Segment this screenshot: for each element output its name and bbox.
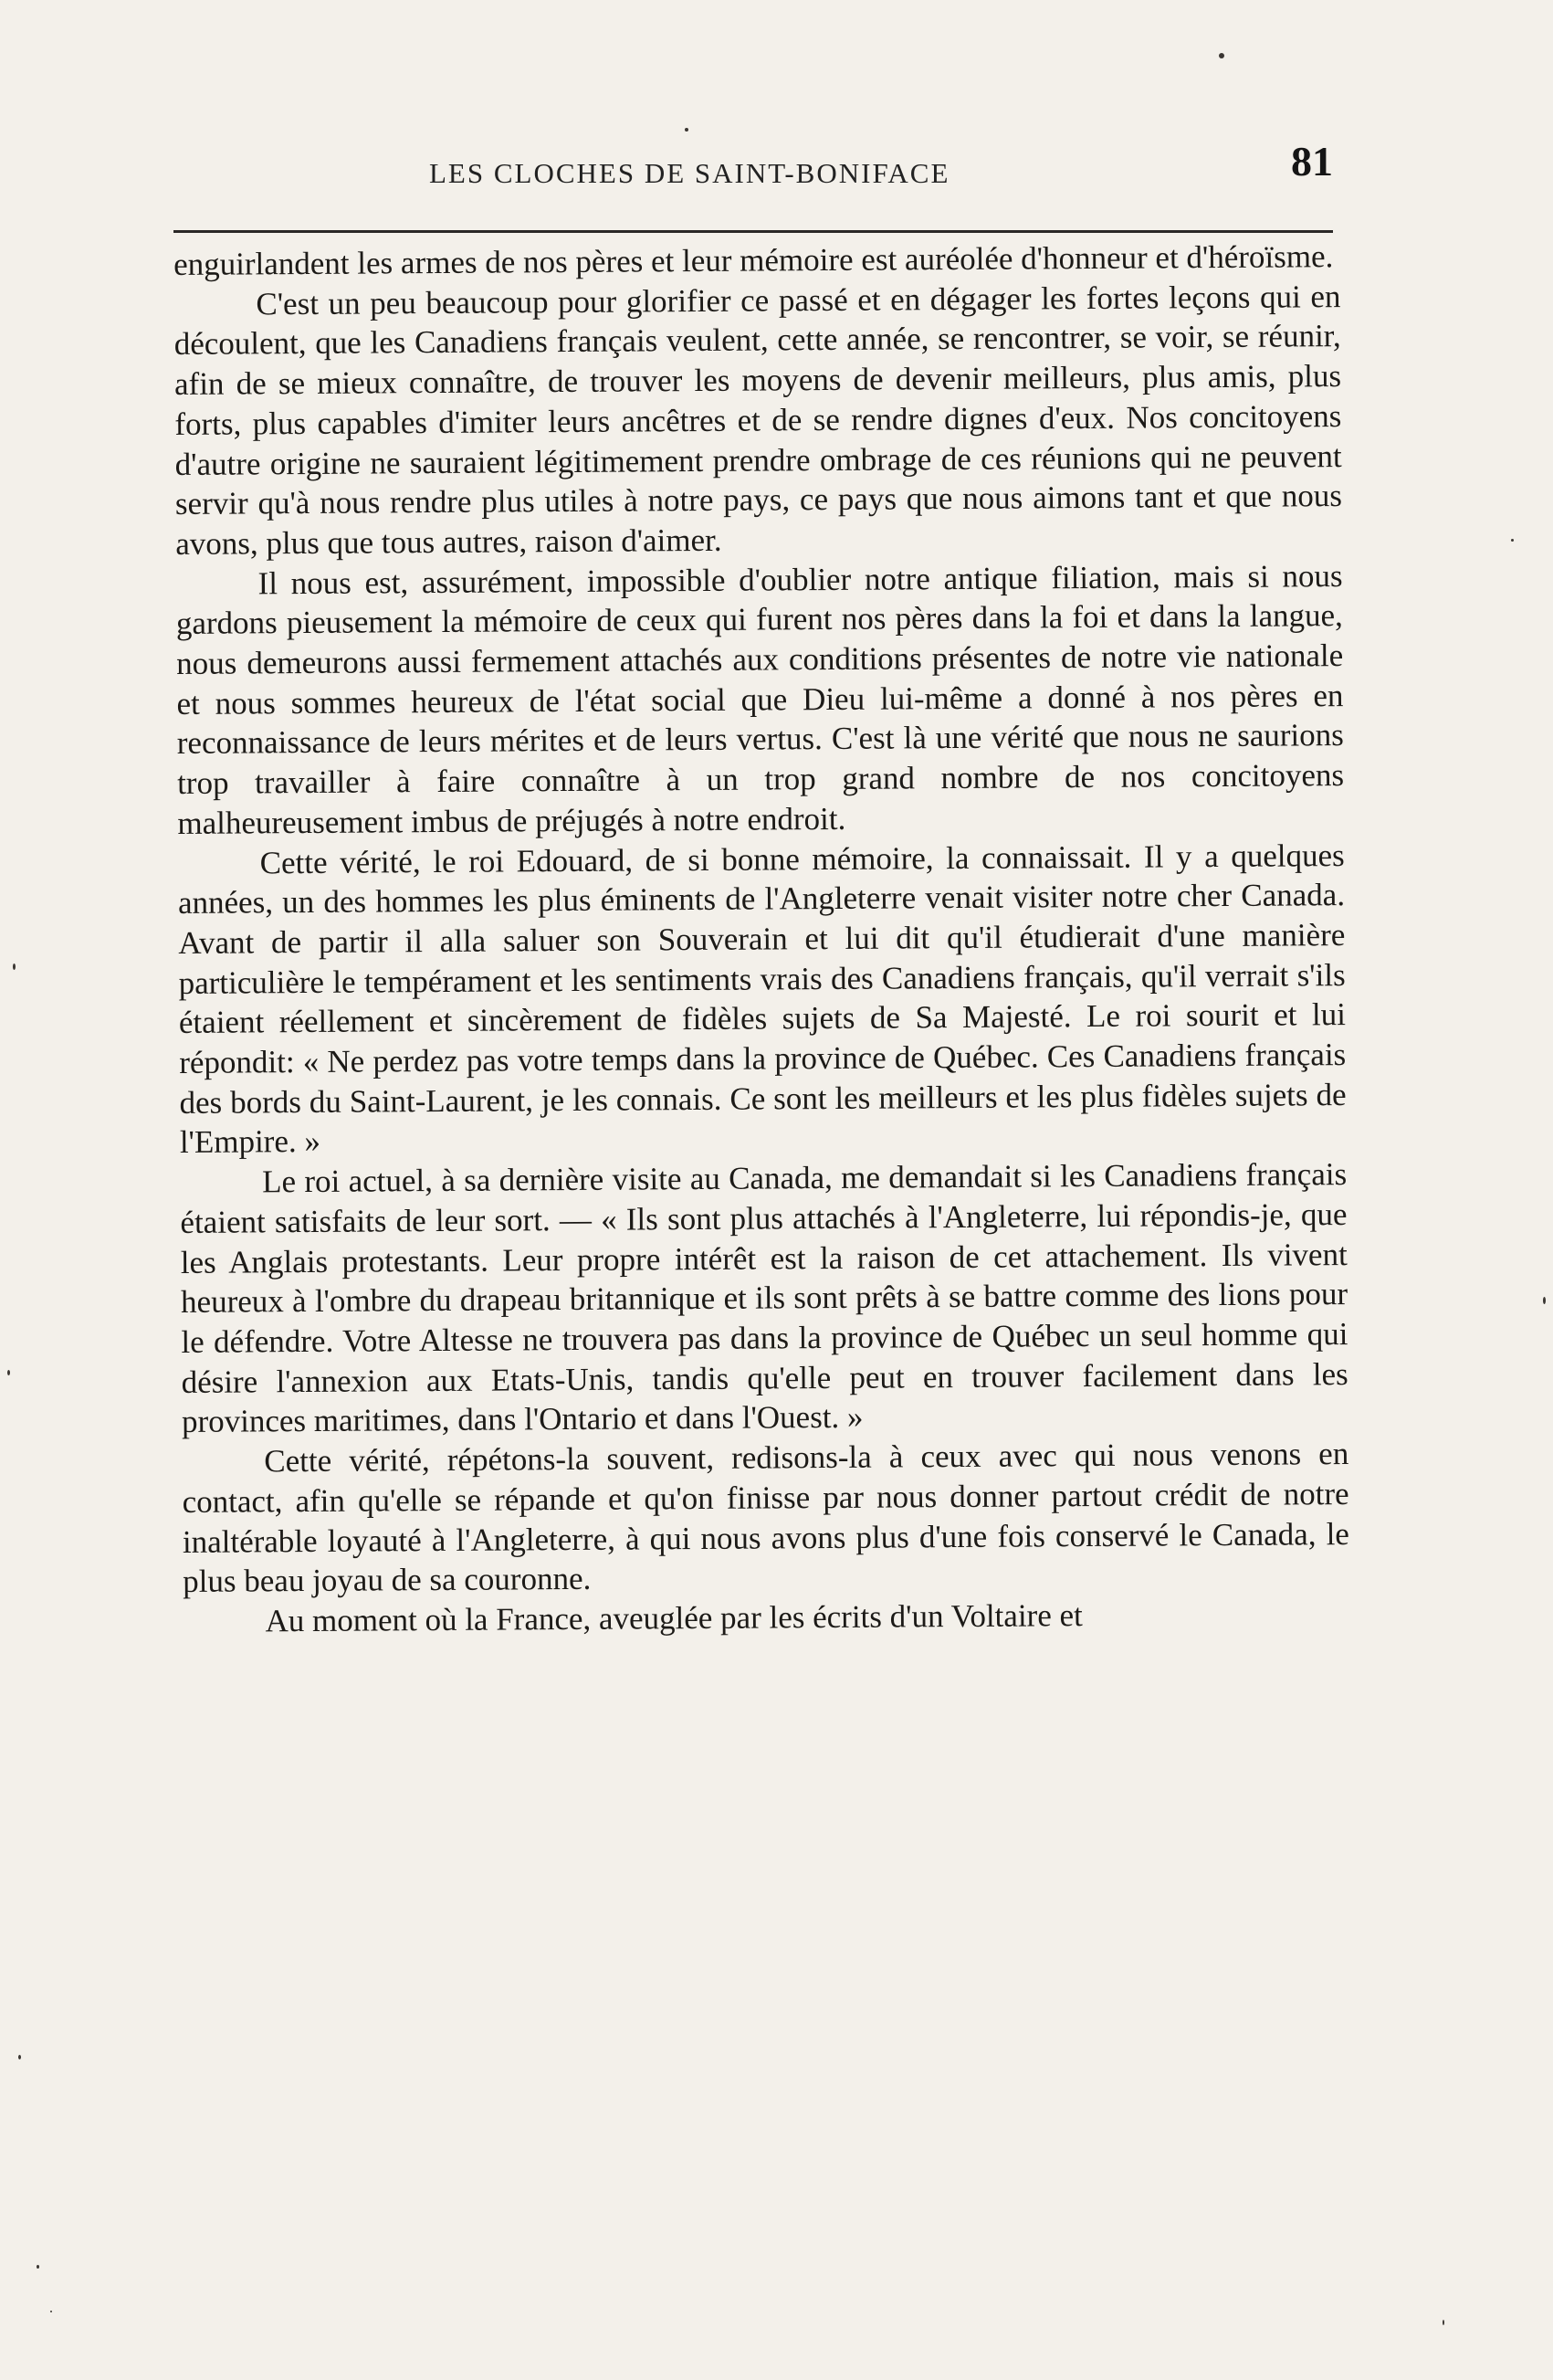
scan-speck: [1443, 2320, 1444, 2325]
scan-speck: [685, 128, 688, 132]
body-text: [173, 237, 1350, 1641]
paragraph: Le roi actuel, à sa dernière visite au Canada, me demandait si les Canadiens français étaient satisfaits de leur sort. — « Ils sont plus attachés à l'Angleterre, lui répondis-je, que les Anglais protestants. Leur propre intérêt est la raison de cet attachement. Ils vivent heureux à l'ombre du drapeau britannique et ils sont prêts à se battre comme des lions pour le défendre. Votre Altesse ne trouvera pas dans la province de Québec un seul homme qui désire l'annexion aux Etats-Unis, tandis qu'elle peut en trouver facilement dans les provinces maritimes, dans l'Ontario et dans l'Ouest. »: [180, 1156, 1348, 1440]
paragraph: C'est un peu beaucoup pour glorifier ce passé et en dégager les fortes leçons qui en découlent, que les Canadiens français veulent, cette année, se rencontrer, se voir, se réunir, afin de se mieux connaître, de trouver les moyens de devenir meilleurs, plus amis, plus forts, plus capables d'imiter leurs ancêtres et de se rendre dignes d'eux. Nos concitoyens d'autre origine ne sauraient légitimement prendre ombrage de ces réunions qui ne peuvent servir qu'à nous rendre plus utiles à notre pays, ce pays que nous aimons tant et que nous avons, plus que tous autres, raison d'aimer.: [173, 278, 1343, 562]
running-title: LES CLOCHES DE SAINT-BONIFACE: [429, 157, 950, 189]
paragraph: Il nous est, assurément, impossible d'oublier notre antique filiation, mais si nous gardons pieusement la mémoire de ceux qui furent nos pères dans la foi et dans la langue, nous demeurons aussi fermement attachés aux conditions présentes de notre vie nationale et nous sommes heureux de l'état social que Dieu lui-même a donné à nos pères en reconnaissance de leurs mérites et de leurs vertus. C'est là une vérité que nous ne saurions trop travailler à faire connaître à un trop grand nombre de nos concitoyens malheureusement imbus de préjugés à notre endroit.: [175, 557, 1345, 841]
paragraph: Au moment où la France, aveuglée par les écrits d'un Voltaire et: [265, 1596, 1083, 1639]
paragraph: Cette vérité, le roi Edouard, de si bonne mémoire, la connaissait. Il y a quelques années, un des hommes les plus éminents de l'Angleterre venait visiter notre cher Canada. Avant de partir il alla saluer son Souverain et lui dit qu'il étudierait d'une manière particulière le tempérament et les sentiments vrais des Canadiens français, qu'il verrait s'ils étaient réellement et sincèrement de fidèles sujets de Sa Majesté. Le roi sourit et lui répondit: « Ne perdez pas votre temps dans la province de Québec. Ces Canadiens français des bords du Saint-Laurent, je les connais. Ce sont les meilleurs et les plus fidèles sujets de l'Empire. »: [177, 837, 1347, 1161]
paragraph: enguirlandent les armes de nos pères et leur mémoire est auréolée d'honneur et d'héroïsme.: [173, 238, 1334, 282]
scan-speck: [37, 2265, 39, 2269]
scan-speck: [18, 2055, 21, 2059]
page-number: 81: [1291, 138, 1333, 184]
scan-speck: [1219, 53, 1224, 58]
header-rule: [173, 230, 1333, 233]
scan-speck: [1543, 1297, 1546, 1304]
scan-speck: [50, 2311, 52, 2312]
scan-speck: [7, 1370, 10, 1375]
paragraph: Cette vérité, répétons-la souvent, redisons-la à ceux avec qui nous venons en contact, afin qu'elle se répande et qu'on finisse par nous donner partout crédit de notre inaltérable loyauté à l'Angleterre, à qui nous avons plus d'une fois conservé le Canada, le plus beau joyau de sa couronne.: [182, 1436, 1350, 1600]
running-head: [173, 137, 1333, 210]
scan-speck: [13, 964, 16, 970]
scan-speck: [1511, 539, 1514, 542]
